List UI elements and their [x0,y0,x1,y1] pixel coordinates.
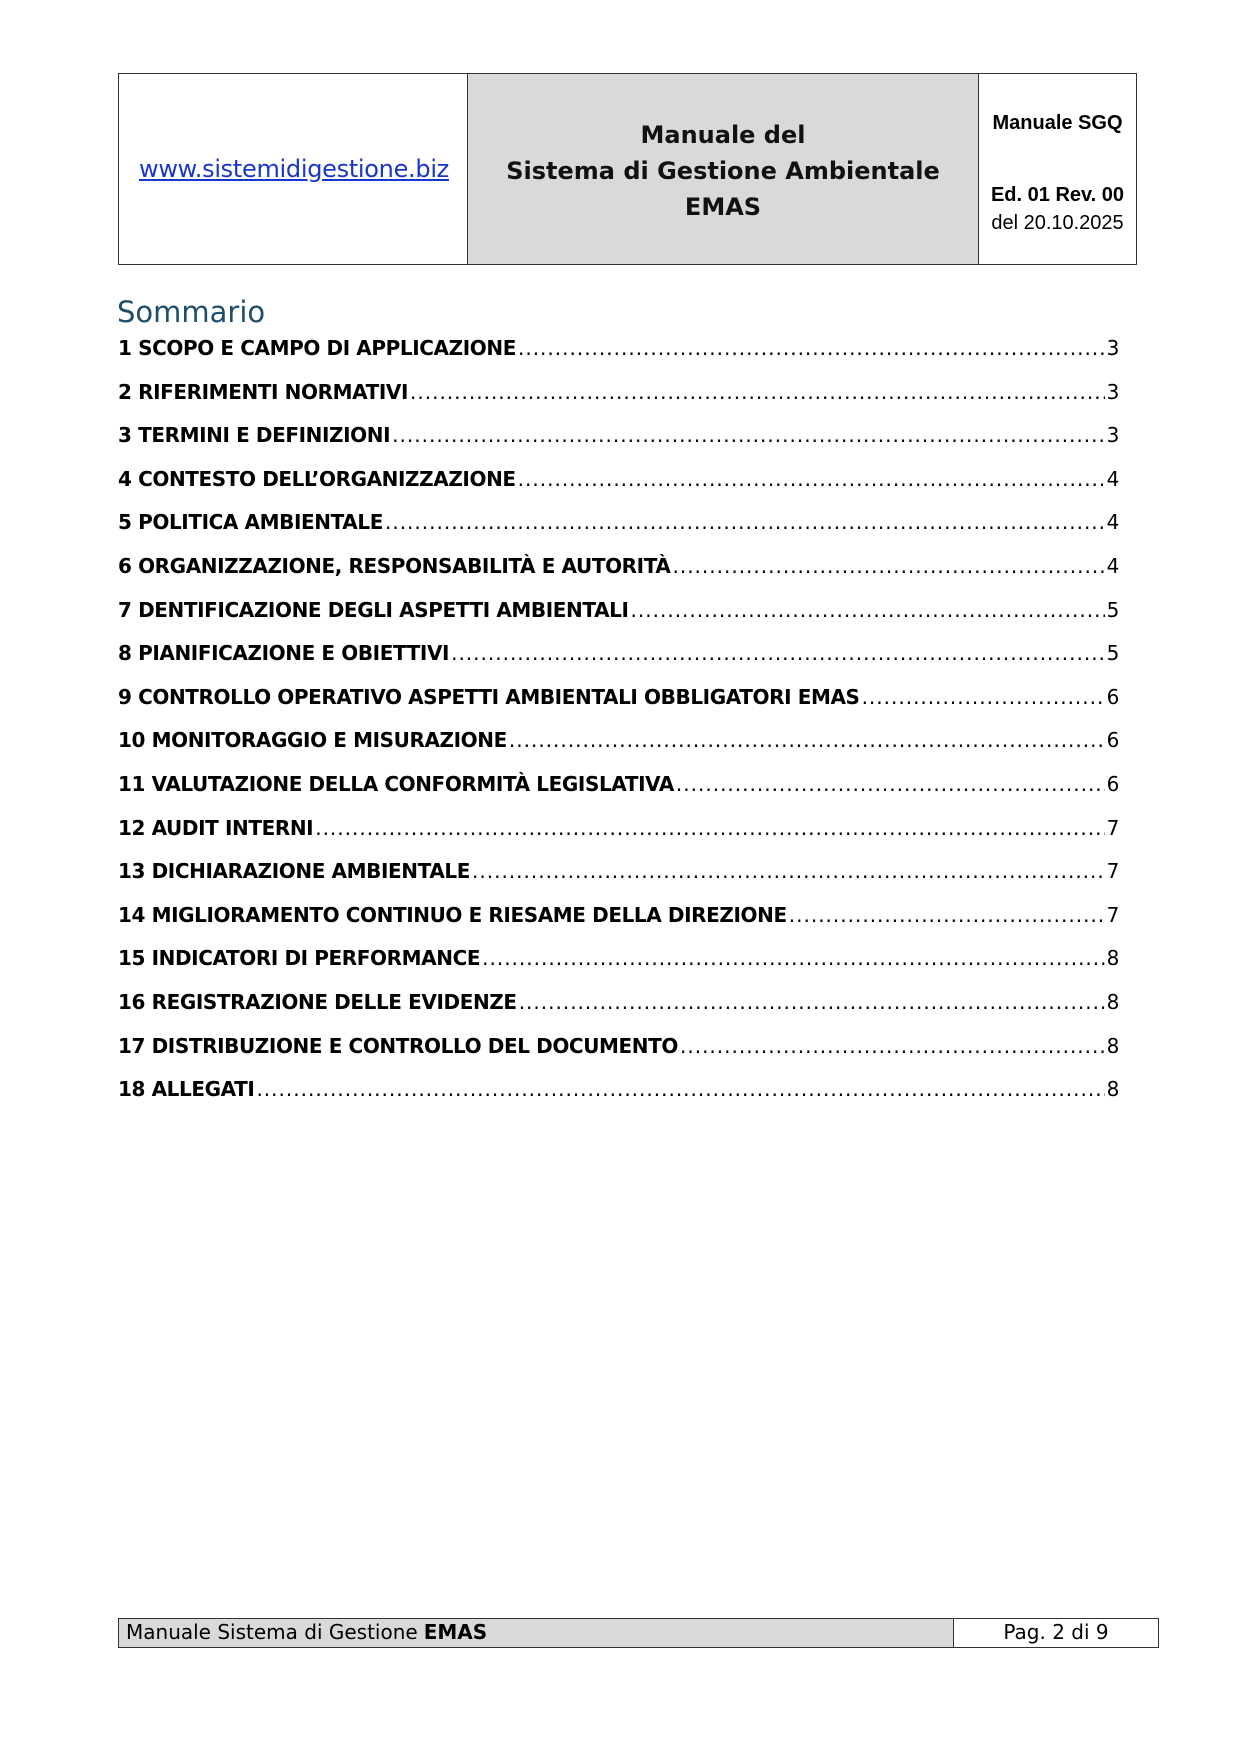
toc-dot-leader [518,467,1105,491]
toc-entry-page: 4 [1106,466,1119,491]
toc-entry[interactable] [118,510,1119,554]
toc-entry[interactable] [118,859,1119,903]
toc-entry-text: 18 ALLEGATI [118,1077,255,1102]
toc-dot-leader [518,336,1105,360]
toc-entry-text: 11 VALUTAZIONE DELLA CONFORMITÀ LEGISLATIVA [118,771,674,796]
toc-dot-leader [256,1077,1104,1101]
toc-entry[interactable] [118,641,1119,685]
document-date: del 20.10.2025 [991,212,1124,234]
document-edition: Ed. 01 Rev. 00 [990,184,1125,206]
toc-entry-page: 8 [1106,946,1119,971]
toc-entry[interactable] [118,903,1119,947]
toc-entry-page: 6 [1106,728,1119,753]
toc-entry-text: 6 ORGANIZZAZIONE, RESPONSABILITÀ E AUTORITÀ [118,553,671,578]
toc-entry-text: 4 CONTESTO DELL’ORGANIZZAZIONE [118,466,516,491]
toc-entry-page: 7 [1106,902,1119,927]
toc-entry-text: 1 SCOPO E CAMPO DI APPLICAZIONE [118,336,516,360]
toc-entry[interactable] [118,598,1119,642]
toc-entry-text: 12 AUDIT INTERNI [118,815,314,840]
toc-entry-text: 8 PIANIFICAZIONE E OBIETTIVI [118,641,450,666]
document-title-line-1: Manuale del [640,121,806,149]
toc-entry[interactable] [118,1077,1119,1121]
toc-entry-page: 3 [1106,336,1119,360]
footer-manual-label: Manuale Sistema di Gestione [126,1620,418,1644]
toc-dot-leader [519,990,1105,1014]
toc-dot-leader [315,816,1104,840]
toc-entry[interactable] [118,380,1119,424]
toc-entry[interactable] [118,554,1119,598]
toc-entry-page: 8 [1106,1033,1119,1058]
header-title-cell [468,74,979,264]
toc-entry-page: 5 [1106,597,1119,622]
footer-manual-cell [119,1619,954,1647]
toc-entry[interactable] [118,990,1119,1034]
toc-entry-text: 15 INDICATORI DI PERFORMANCE [118,946,481,971]
document-header [118,73,1137,265]
toc-dot-leader [410,380,1105,404]
toc-entry-page: 8 [1106,989,1119,1014]
toc-entry-page: 8 [1106,1077,1119,1102]
toc-entry[interactable] [118,728,1119,772]
toc-title: Sommario [117,295,266,329]
toc-entry-page: 7 [1106,859,1119,884]
toc-dot-leader [472,859,1105,883]
table-of-contents [118,336,1119,1121]
document-footer [118,1618,1159,1648]
toc-entry[interactable] [118,946,1119,990]
toc-dot-leader [789,903,1105,927]
toc-entry[interactable] [118,423,1119,467]
document-title-line-3: EMAS [684,193,762,221]
page-number: Pag. 2 di 9 [1003,1620,1109,1644]
toc-entry-text: 14 MIGLIORAMENTO CONTINUO E RIESAME DELLA DIREZIONE [118,902,787,927]
toc-entry-text: 16 REGISTRAZIONE DELLE EVIDENZE [118,989,517,1014]
toc-entry-text: 5 POLITICA AMBIENTALE [118,510,383,535]
toc-entry-text: 2 RIFERIMENTI NORMATIVI [118,379,409,404]
toc-entry-page: 6 [1106,684,1119,709]
toc-dot-leader [392,423,1105,447]
toc-dot-leader [680,1034,1105,1058]
header-website-cell [119,74,468,264]
toc-entry-page: 3 [1106,423,1119,448]
toc-entry-text: 13 DICHIARAZIONE AMBIENTALE [118,859,471,884]
toc-entry-page: 4 [1106,510,1119,535]
toc-entry-page: 4 [1106,553,1119,578]
toc-dot-leader [482,946,1105,970]
document-title-line-2: Sistema di Gestione Ambientale [506,157,940,185]
toc-dot-leader [672,554,1104,578]
toc-dot-leader [451,641,1105,665]
toc-dot-leader [631,598,1105,622]
toc-entry-text: 10 MONITORAGGIO E MISURAZIONE [118,728,507,753]
toc-dot-leader [676,772,1105,796]
toc-entry-page: 5 [1106,641,1119,666]
toc-entry[interactable] [118,816,1119,860]
toc-entry[interactable] [118,685,1119,729]
toc-entry-text: 9 CONTROLLO OPERATIVO ASPETTI AMBIENTALI OBBLIGATORI EMAS [118,684,860,709]
toc-dot-leader [509,728,1105,752]
toc-entry-page: 3 [1106,379,1119,404]
document-code: Manuale SGQ [992,112,1123,134]
header-revision-cell [979,74,1136,264]
toc-entry-page: 7 [1106,815,1119,840]
toc-dot-leader [862,685,1105,709]
toc-entry[interactable] [118,1034,1119,1078]
toc-entry[interactable] [118,336,1119,380]
website-link[interactable]: www.sistemidigestione.biz [139,155,449,183]
toc-dot-leader [385,510,1105,534]
toc-entry-text: 3 TERMINI E DEFINIZIONI [118,423,391,448]
toc-entry-page: 6 [1106,771,1119,796]
toc-entry-text: 7 DENTIFICAZIONE DEGLI ASPETTI AMBIENTALI [118,597,629,622]
footer-manual-emph: EMAS [423,1620,488,1644]
toc-entry[interactable] [118,772,1119,816]
toc-entry[interactable] [118,467,1119,511]
toc-entry-text: 17 DISTRIBUZIONE E CONTROLLO DEL DOCUMENTO [118,1033,678,1058]
